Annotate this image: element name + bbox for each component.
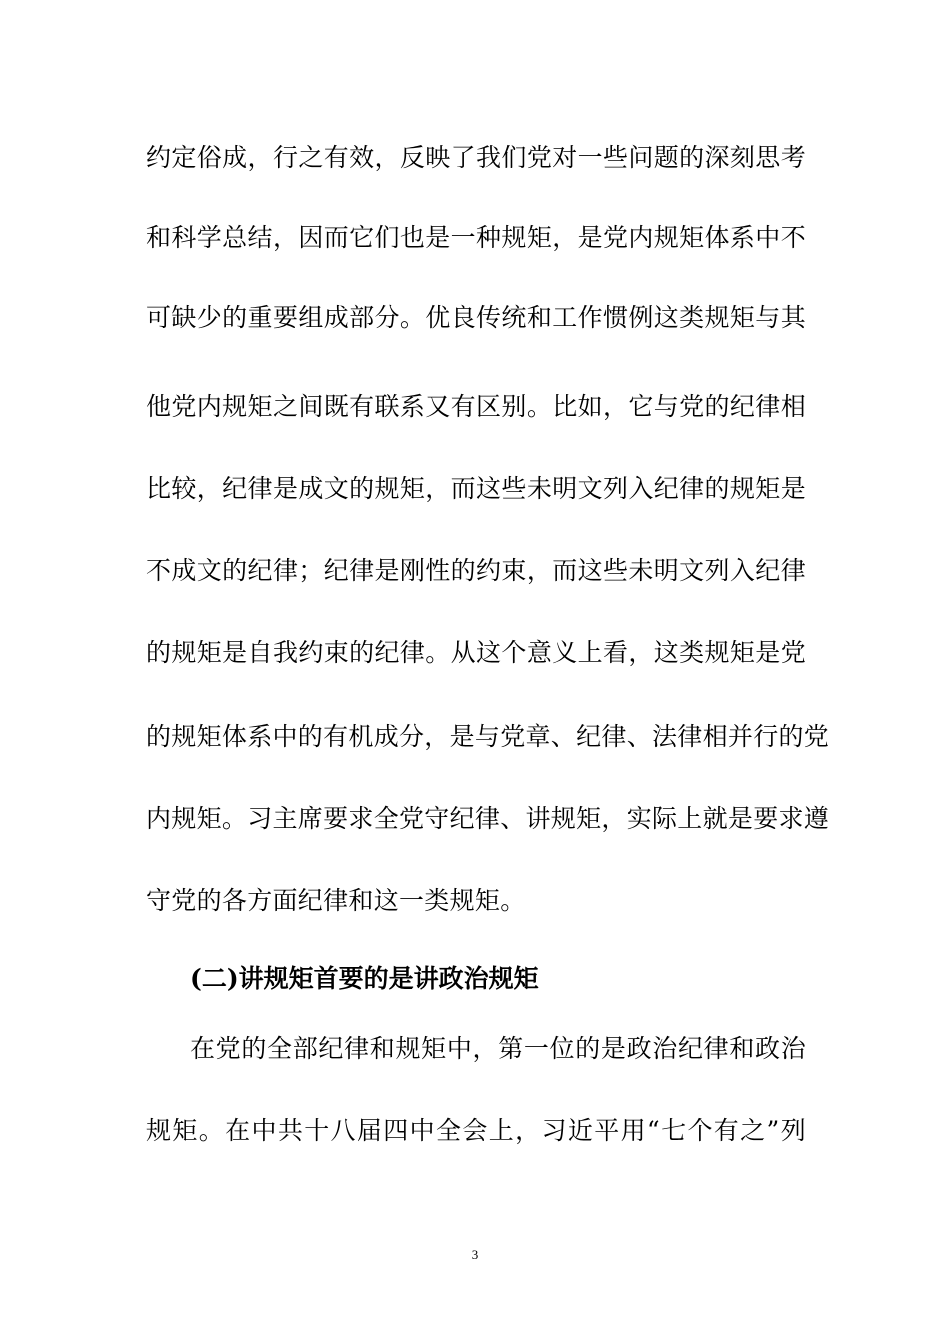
body-text-line: 不成文的纪律；纪律是刚性的约束，而这些未明文列入纪律 xyxy=(146,556,806,585)
body-text-line: 内规矩。习主席要求全党守纪律、讲规矩，实际上就是要求遵 xyxy=(146,804,830,833)
body-text-line: 的规矩是自我约束的纪律。从这个意义上看，这类规矩是党 xyxy=(146,638,806,667)
body-text-line: 和科学总结，因而它们也是一种规矩，是党内规矩体系中不 xyxy=(146,223,806,252)
page-number: 3 xyxy=(471,1247,479,1262)
body-text-line: 约定俗成，行之有效，反映了我们党对一些问题的深刻思考 xyxy=(146,143,806,172)
body-text-line: 可缺少的重要组成部分。优良传统和工作惯例这类规矩与其 xyxy=(146,303,806,332)
body-text-line: 他党内规矩之间既有联系又有区别。比如，它与党的纪律相 xyxy=(146,392,806,421)
body-text-line: 的规矩体系中的有机成分，是与党章、纪律、法律相并行的党 xyxy=(146,722,830,751)
body-text-line: 规矩。在中共十八届四中全会上，习近平用“七个有之”列 xyxy=(146,1116,806,1145)
body-text-line: 守党的各方面纪律和这一类规矩。 xyxy=(146,886,526,915)
body-text-line: 在党的全部纪律和规矩中，第一位的是政治纪律和政治 xyxy=(190,1034,806,1063)
section-heading: (二)讲规矩首要的是讲政治规矩 xyxy=(190,964,539,993)
body-text-line: 比较，纪律是成文的规矩，而这些未明文列入纪律的规矩是 xyxy=(146,474,806,503)
